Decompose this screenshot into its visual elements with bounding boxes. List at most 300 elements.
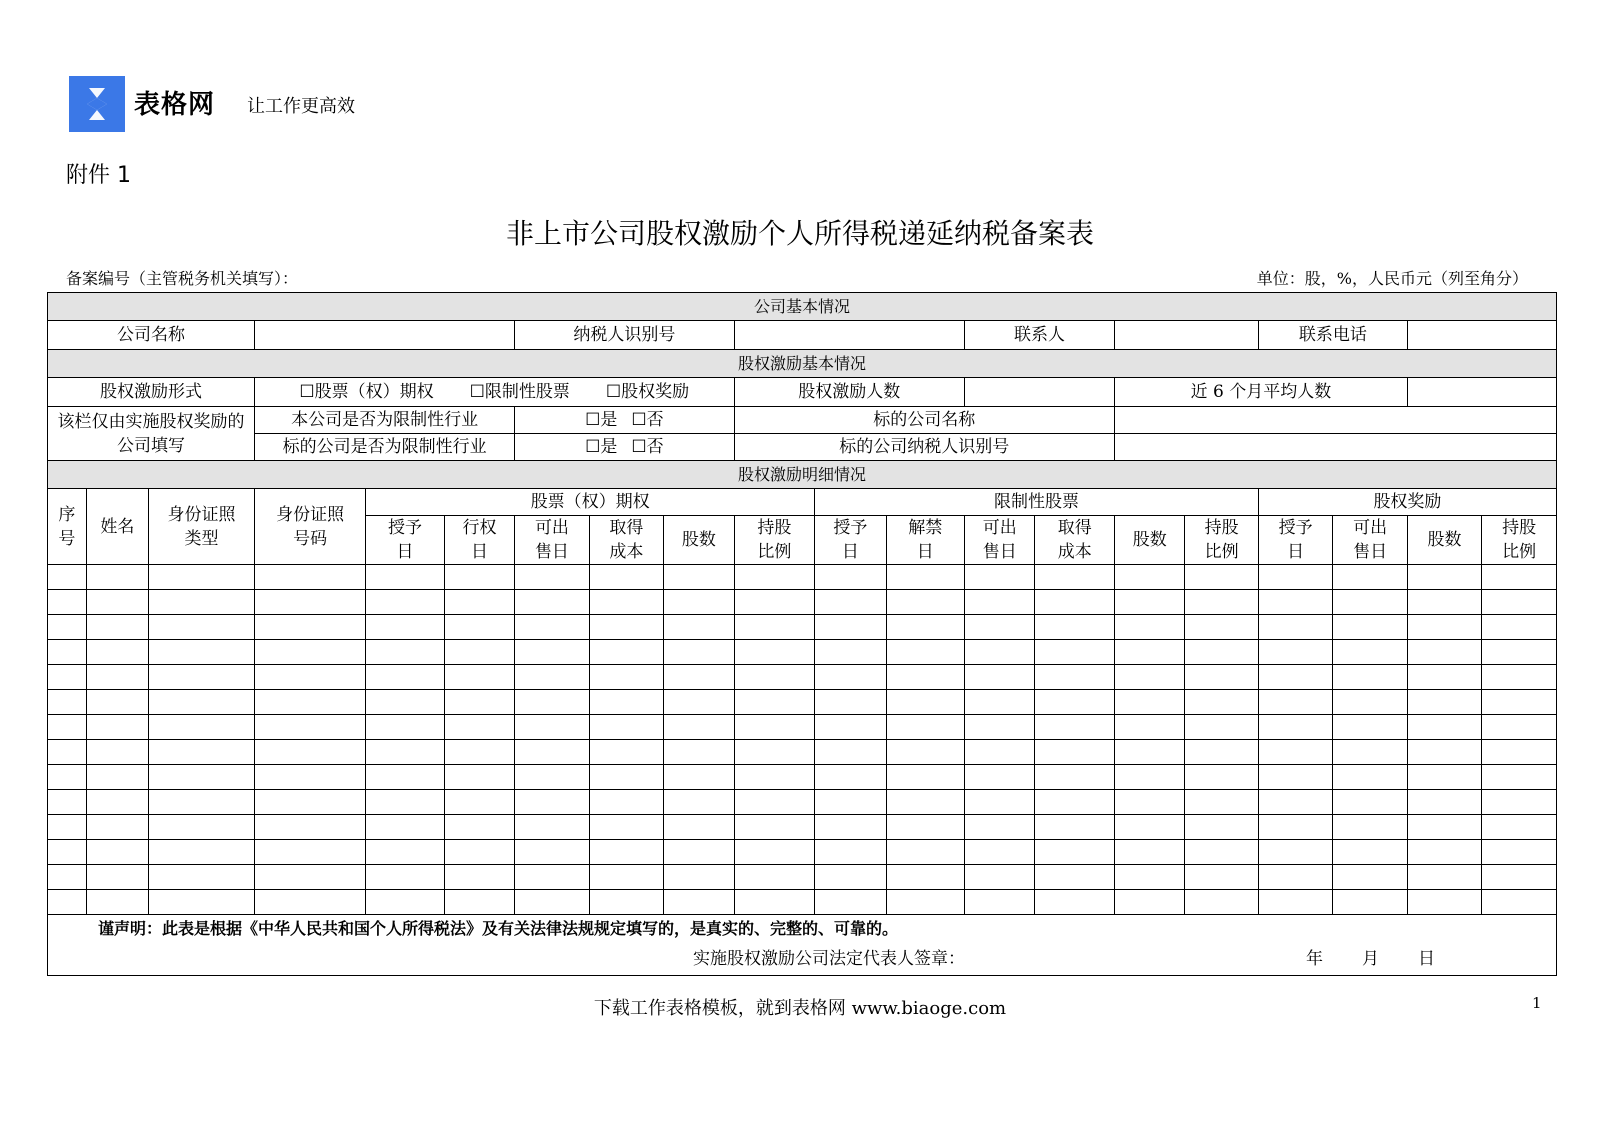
entry-cell[interactable] [1185, 665, 1258, 690]
entry-cell[interactable] [515, 565, 589, 590]
entry-cell[interactable] [255, 790, 366, 815]
entry-cell[interactable] [886, 765, 965, 790]
entry-cell[interactable] [1115, 690, 1185, 715]
entry-cell[interactable] [48, 615, 87, 640]
entry-cell[interactable] [1482, 790, 1557, 815]
entry-cell[interactable] [886, 890, 965, 915]
entry-cell[interactable] [515, 790, 589, 815]
entry-cell[interactable] [965, 815, 1035, 840]
entry-cell[interactable] [48, 740, 87, 765]
entry-cell[interactable] [1035, 865, 1115, 890]
entry-cell[interactable] [1333, 665, 1407, 690]
entry-cell[interactable] [815, 715, 886, 740]
entry-cell[interactable] [815, 840, 886, 865]
entry-cell[interactable] [1482, 590, 1557, 615]
entry-cell[interactable] [1115, 765, 1185, 790]
entry-cell[interactable] [444, 765, 514, 790]
taxpayer-id-field[interactable] [734, 321, 965, 350]
entry-cell[interactable] [1407, 640, 1481, 665]
entry-cell[interactable] [1482, 865, 1557, 890]
entry-cell[interactable] [255, 890, 366, 915]
entry-cell[interactable] [366, 615, 445, 640]
entry-cell[interactable] [589, 690, 663, 715]
entry-cell[interactable] [589, 865, 663, 890]
entry-cell[interactable] [1407, 890, 1481, 915]
entry-cell[interactable] [1407, 790, 1481, 815]
entry-cell[interactable] [1333, 815, 1407, 840]
entry-cell[interactable] [1258, 765, 1332, 790]
entry-cell[interactable] [1333, 765, 1407, 790]
entry-cell[interactable] [366, 565, 445, 590]
entry-cell[interactable] [664, 890, 734, 915]
entry-cell[interactable] [444, 690, 514, 715]
entry-cell[interactable] [444, 840, 514, 865]
entry-cell[interactable] [589, 590, 663, 615]
entry-cell[interactable] [255, 640, 366, 665]
entry-cell[interactable] [1115, 640, 1185, 665]
entry-cell[interactable] [366, 790, 445, 815]
entry-cell[interactable] [815, 765, 886, 790]
entry-cell[interactable] [965, 615, 1035, 640]
entry-cell[interactable] [48, 665, 87, 690]
entry-cell[interactable] [1333, 890, 1407, 915]
entry-cell[interactable] [444, 640, 514, 665]
entry-cell[interactable] [444, 665, 514, 690]
entry-cell[interactable] [366, 890, 445, 915]
entry-cell[interactable] [1115, 890, 1185, 915]
entry-cell[interactable] [965, 715, 1035, 740]
entry-cell[interactable] [148, 590, 254, 615]
entry-cell[interactable] [255, 590, 366, 615]
entry-cell[interactable] [1258, 565, 1332, 590]
entry-cell[interactable] [886, 865, 965, 890]
entry-cell[interactable] [1333, 715, 1407, 740]
entry-cell[interactable] [515, 665, 589, 690]
entry-cell[interactable] [886, 790, 965, 815]
entry-cell[interactable] [1333, 690, 1407, 715]
entry-cell[interactable] [965, 790, 1035, 815]
entry-cell[interactable] [734, 740, 815, 765]
entry-cell[interactable] [255, 740, 366, 765]
entry-cell[interactable] [1482, 690, 1557, 715]
entry-cell[interactable] [1185, 865, 1258, 890]
entry-cell[interactable] [1258, 815, 1332, 840]
entry-cell[interactable] [48, 865, 87, 890]
entry-cell[interactable] [515, 815, 589, 840]
entry-cell[interactable] [86, 865, 148, 890]
entry-cell[interactable] [1185, 615, 1258, 640]
entry-cell[interactable] [1185, 690, 1258, 715]
entry-cell[interactable] [255, 865, 366, 890]
entry-cell[interactable] [255, 615, 366, 640]
entry-cell[interactable] [815, 565, 886, 590]
table-row [48, 765, 1557, 790]
entry-cell[interactable] [1115, 815, 1185, 840]
entry-cell[interactable] [664, 640, 734, 665]
entry-cell[interactable] [1035, 840, 1115, 865]
entry-cell[interactable] [148, 640, 254, 665]
entry-cell[interactable] [86, 640, 148, 665]
entry-cell[interactable] [1407, 740, 1481, 765]
entry-cell[interactable] [48, 690, 87, 715]
entry-cell[interactable] [815, 815, 886, 840]
entry-cell[interactable] [1258, 715, 1332, 740]
entry-cell[interactable] [1258, 890, 1332, 915]
entry-cell[interactable] [965, 865, 1035, 890]
table-row [48, 715, 1557, 740]
entry-cell[interactable] [1185, 840, 1258, 865]
avg-6month-field[interactable] [1407, 378, 1556, 407]
entry-cell[interactable] [148, 740, 254, 765]
entry-cell[interactable] [1407, 715, 1481, 740]
entry-cell[interactable] [589, 890, 663, 915]
entry-cell[interactable] [366, 640, 445, 665]
entry-cell[interactable] [48, 790, 87, 815]
entry-cell[interactable] [965, 740, 1035, 765]
entry-cell[interactable] [1115, 740, 1185, 765]
entry-cell[interactable] [965, 840, 1035, 865]
entry-cell[interactable] [515, 615, 589, 640]
entry-cell[interactable] [664, 790, 734, 815]
entry-cell[interactable] [515, 690, 589, 715]
entry-cell[interactable] [1482, 615, 1557, 640]
entry-cell[interactable] [1407, 565, 1481, 590]
entry-cell[interactable] [1333, 590, 1407, 615]
entry-cell[interactable] [48, 565, 87, 590]
entry-cell[interactable] [1185, 740, 1258, 765]
entry-cell[interactable] [48, 815, 87, 840]
entry-cell[interactable] [664, 615, 734, 640]
entry-cell[interactable] [1482, 640, 1557, 665]
entry-cell[interactable] [815, 865, 886, 890]
entry-cell[interactable] [86, 715, 148, 740]
entry-cell[interactable] [86, 815, 148, 840]
entry-cell[interactable] [734, 815, 815, 840]
entry-cell[interactable] [444, 615, 514, 640]
entry-cell[interactable] [589, 790, 663, 815]
entry-cell[interactable] [589, 640, 663, 665]
entry-cell[interactable] [1035, 765, 1115, 790]
entry-cell[interactable] [515, 740, 589, 765]
entry-cell[interactable] [1258, 740, 1332, 765]
entry-cell[interactable] [589, 840, 663, 865]
checkbox-no[interactable]: ☐否 [631, 410, 664, 430]
entry-cell[interactable] [734, 690, 815, 715]
entry-cell[interactable] [86, 890, 148, 915]
entry-cell[interactable] [255, 715, 366, 740]
entry-cell[interactable] [1035, 790, 1115, 815]
entry-cell[interactable] [366, 865, 445, 890]
entry-cell[interactable] [444, 815, 514, 840]
entry-cell[interactable] [444, 740, 514, 765]
entry-cell[interactable] [148, 715, 254, 740]
entry-cell[interactable] [48, 765, 87, 790]
entry-cell[interactable] [1407, 815, 1481, 840]
entry-cell[interactable] [1115, 565, 1185, 590]
entry-cell[interactable] [515, 890, 589, 915]
entry-cell[interactable] [734, 765, 815, 790]
incentive-headcount-field[interactable] [965, 378, 1115, 407]
entry-cell[interactable] [1035, 665, 1115, 690]
entry-cell[interactable] [815, 590, 886, 615]
entry-cell[interactable] [86, 590, 148, 615]
entry-cell[interactable] [1333, 865, 1407, 890]
entry-cell[interactable] [86, 840, 148, 865]
entry-cell[interactable] [815, 890, 886, 915]
entry-cell[interactable] [148, 565, 254, 590]
entry-cell[interactable] [1482, 665, 1557, 690]
entry-cell[interactable] [1185, 765, 1258, 790]
entry-cell[interactable] [86, 740, 148, 765]
entry-cell[interactable] [1407, 615, 1481, 640]
entry-cell[interactable] [1333, 840, 1407, 865]
entry-cell[interactable] [515, 765, 589, 790]
entry-cell[interactable] [1482, 840, 1557, 865]
entry-cell[interactable] [1407, 690, 1481, 715]
entry-cell[interactable] [1115, 715, 1185, 740]
entry-cell[interactable] [1115, 790, 1185, 815]
entry-cell[interactable] [48, 715, 87, 740]
entry-cell[interactable] [589, 615, 663, 640]
entry-cell[interactable] [515, 865, 589, 890]
entry-cell[interactable] [886, 740, 965, 765]
entry-cell[interactable] [1185, 815, 1258, 840]
entry-cell[interactable] [148, 665, 254, 690]
entry-cell[interactable] [255, 815, 366, 840]
entry-cell[interactable] [444, 590, 514, 615]
target-taxpayer-id-field[interactable] [1115, 434, 1557, 461]
entry-cell[interactable] [1333, 615, 1407, 640]
contact-phone-field[interactable] [1407, 321, 1556, 350]
entry-cell[interactable] [664, 740, 734, 765]
table-row [48, 840, 1557, 865]
entry-cell[interactable] [444, 715, 514, 740]
entry-cell[interactable] [965, 590, 1035, 615]
entry-cell[interactable] [86, 690, 148, 715]
contact-person-field[interactable] [1115, 321, 1259, 350]
entry-cell[interactable] [1035, 590, 1115, 615]
entry-cell[interactable] [86, 790, 148, 815]
entry-cell[interactable] [1185, 565, 1258, 590]
checkbox-yes[interactable]: ☐是 [585, 410, 618, 430]
entry-cell[interactable] [1258, 590, 1332, 615]
entry-cell[interactable] [734, 840, 815, 865]
entry-cell[interactable] [734, 565, 815, 590]
entry-cell[interactable] [1185, 590, 1258, 615]
entry-cell[interactable] [255, 690, 366, 715]
entry-cell[interactable] [255, 840, 366, 865]
entry-cell[interactable] [515, 640, 589, 665]
entry-cell[interactable] [1407, 865, 1481, 890]
entry-cell[interactable] [1258, 615, 1332, 640]
entry-cell[interactable] [1115, 615, 1185, 640]
entry-cell[interactable] [1482, 890, 1557, 915]
entry-cell[interactable] [1185, 890, 1258, 915]
entry-cell[interactable] [886, 590, 965, 615]
entry-cell[interactable] [1407, 590, 1481, 615]
entry-cell[interactable] [734, 790, 815, 815]
entry-cell[interactable] [1482, 715, 1557, 740]
checkbox-equity-award[interactable]: ☐股权奖励 [605, 382, 690, 402]
entry-cell[interactable] [1185, 640, 1258, 665]
entry-cell[interactable] [664, 565, 734, 590]
entry-cell[interactable] [664, 690, 734, 715]
entry-cell[interactable] [664, 715, 734, 740]
entry-cell[interactable] [589, 715, 663, 740]
entry-cell[interactable] [664, 840, 734, 865]
entry-cell[interactable] [148, 890, 254, 915]
entry-cell[interactable] [48, 840, 87, 865]
entry-cell[interactable] [366, 715, 445, 740]
entry-cell[interactable] [734, 615, 815, 640]
entry-cell[interactable] [1258, 790, 1332, 815]
entry-cell[interactable] [886, 640, 965, 665]
entry-cell[interactable] [86, 565, 148, 590]
entry-cell[interactable] [734, 665, 815, 690]
entry-cell[interactable] [515, 590, 589, 615]
col-shares: 股数 [664, 516, 734, 565]
entry-cell[interactable] [366, 765, 445, 790]
entry-cell[interactable] [965, 665, 1035, 690]
entry-cell[interactable] [1035, 815, 1115, 840]
entry-cell[interactable] [1333, 740, 1407, 765]
entry-cell[interactable] [1482, 765, 1557, 790]
entry-cell[interactable] [1482, 815, 1557, 840]
entry-cell[interactable] [148, 865, 254, 890]
entry-cell[interactable] [366, 740, 445, 765]
entry-cell[interactable] [589, 665, 663, 690]
entry-cell[interactable] [1035, 565, 1115, 590]
entry-cell[interactable] [815, 790, 886, 815]
entry-cell[interactable] [255, 765, 366, 790]
entry-cell[interactable] [664, 590, 734, 615]
entry-cell[interactable] [515, 715, 589, 740]
entry-cell[interactable] [1333, 565, 1407, 590]
entry-cell[interactable] [1258, 690, 1332, 715]
entry-cell[interactable] [366, 665, 445, 690]
entry-cell[interactable] [664, 865, 734, 890]
entry-cell[interactable] [148, 765, 254, 790]
checkbox-restricted-stock[interactable]: ☐限制性股票 [469, 382, 570, 402]
entry-cell[interactable] [965, 565, 1035, 590]
entry-cell[interactable] [444, 865, 514, 890]
entry-cell[interactable] [48, 640, 87, 665]
entry-cell[interactable] [48, 590, 87, 615]
entry-cell[interactable] [1115, 590, 1185, 615]
entry-cell[interactable] [886, 815, 965, 840]
entry-cell[interactable] [1035, 740, 1115, 765]
entry-cell[interactable] [86, 665, 148, 690]
entry-cell[interactable] [815, 640, 886, 665]
entry-cell[interactable] [1115, 840, 1185, 865]
checkbox-no[interactable]: ☐否 [631, 437, 664, 457]
entry-cell[interactable] [444, 565, 514, 590]
entry-cell[interactable] [515, 840, 589, 865]
entry-cell[interactable] [148, 615, 254, 640]
entry-cell[interactable] [886, 715, 965, 740]
entry-cell[interactable] [664, 765, 734, 790]
entry-cell[interactable] [444, 790, 514, 815]
incentive-headcount-label: 股权激励人数 [734, 378, 965, 407]
checkbox-stock-option[interactable]: ☐股票（权）期权 [299, 382, 434, 402]
entry-cell[interactable] [965, 690, 1035, 715]
entry-cell[interactable] [734, 715, 815, 740]
entry-cell[interactable] [1115, 665, 1185, 690]
entry-cell[interactable] [366, 815, 445, 840]
entry-cell[interactable] [1482, 740, 1557, 765]
entry-cell[interactable] [886, 840, 965, 865]
entry-cell[interactable] [48, 890, 87, 915]
entry-cell[interactable] [1258, 865, 1332, 890]
entry-cell[interactable] [255, 665, 366, 690]
target-company-name-field[interactable] [1115, 407, 1557, 434]
entry-cell[interactable] [886, 615, 965, 640]
entry-cell[interactable] [1035, 890, 1115, 915]
entry-cell[interactable] [366, 590, 445, 615]
entry-cell[interactable] [965, 765, 1035, 790]
entry-cell[interactable] [734, 590, 815, 615]
entry-cell[interactable] [1407, 665, 1481, 690]
entry-cell[interactable] [815, 740, 886, 765]
entry-cell[interactable] [886, 665, 965, 690]
entry-cell[interactable] [148, 690, 254, 715]
entry-cell[interactable] [965, 890, 1035, 915]
entry-cell[interactable] [589, 565, 663, 590]
entry-cell[interactable] [148, 840, 254, 865]
entry-cell[interactable] [1258, 840, 1332, 865]
entry-cell[interactable] [664, 815, 734, 840]
entry-cell[interactable] [444, 890, 514, 915]
entry-cell[interactable] [1185, 790, 1258, 815]
entry-cell[interactable] [1407, 765, 1481, 790]
entry-cell[interactable] [886, 565, 965, 590]
entry-cell[interactable] [1482, 565, 1557, 590]
entry-cell[interactable] [886, 690, 965, 715]
entry-cell[interactable] [734, 640, 815, 665]
entry-cell[interactable] [148, 790, 254, 815]
entry-cell[interactable] [589, 815, 663, 840]
checkbox-yes[interactable]: ☐是 [585, 437, 618, 457]
entry-cell[interactable] [1258, 640, 1332, 665]
entry-cell[interactable] [1185, 715, 1258, 740]
entry-cell[interactable] [148, 815, 254, 840]
entry-cell[interactable] [1258, 665, 1332, 690]
entry-cell[interactable] [589, 765, 663, 790]
entry-cell[interactable] [366, 690, 445, 715]
entry-cell[interactable] [86, 765, 148, 790]
entry-cell[interactable] [815, 665, 886, 690]
entry-cell[interactable] [815, 690, 886, 715]
entry-cell[interactable] [366, 840, 445, 865]
entry-cell[interactable] [1115, 865, 1185, 890]
entry-cell[interactable] [1333, 790, 1407, 815]
company-name-field[interactable] [255, 321, 515, 350]
entry-cell[interactable] [664, 665, 734, 690]
entry-cell[interactable] [1035, 640, 1115, 665]
entry-cell[interactable] [1035, 615, 1115, 640]
entry-cell[interactable] [255, 565, 366, 590]
entry-cell[interactable] [734, 890, 815, 915]
entry-cell[interactable] [1407, 840, 1481, 865]
entry-cell[interactable] [86, 615, 148, 640]
entry-cell[interactable] [589, 740, 663, 765]
entry-cell[interactable] [965, 640, 1035, 665]
entry-cell[interactable] [815, 615, 886, 640]
entry-cell[interactable] [1333, 640, 1407, 665]
entry-cell[interactable] [1035, 690, 1115, 715]
entry-cell[interactable] [1035, 715, 1115, 740]
entry-cell[interactable] [734, 865, 815, 890]
